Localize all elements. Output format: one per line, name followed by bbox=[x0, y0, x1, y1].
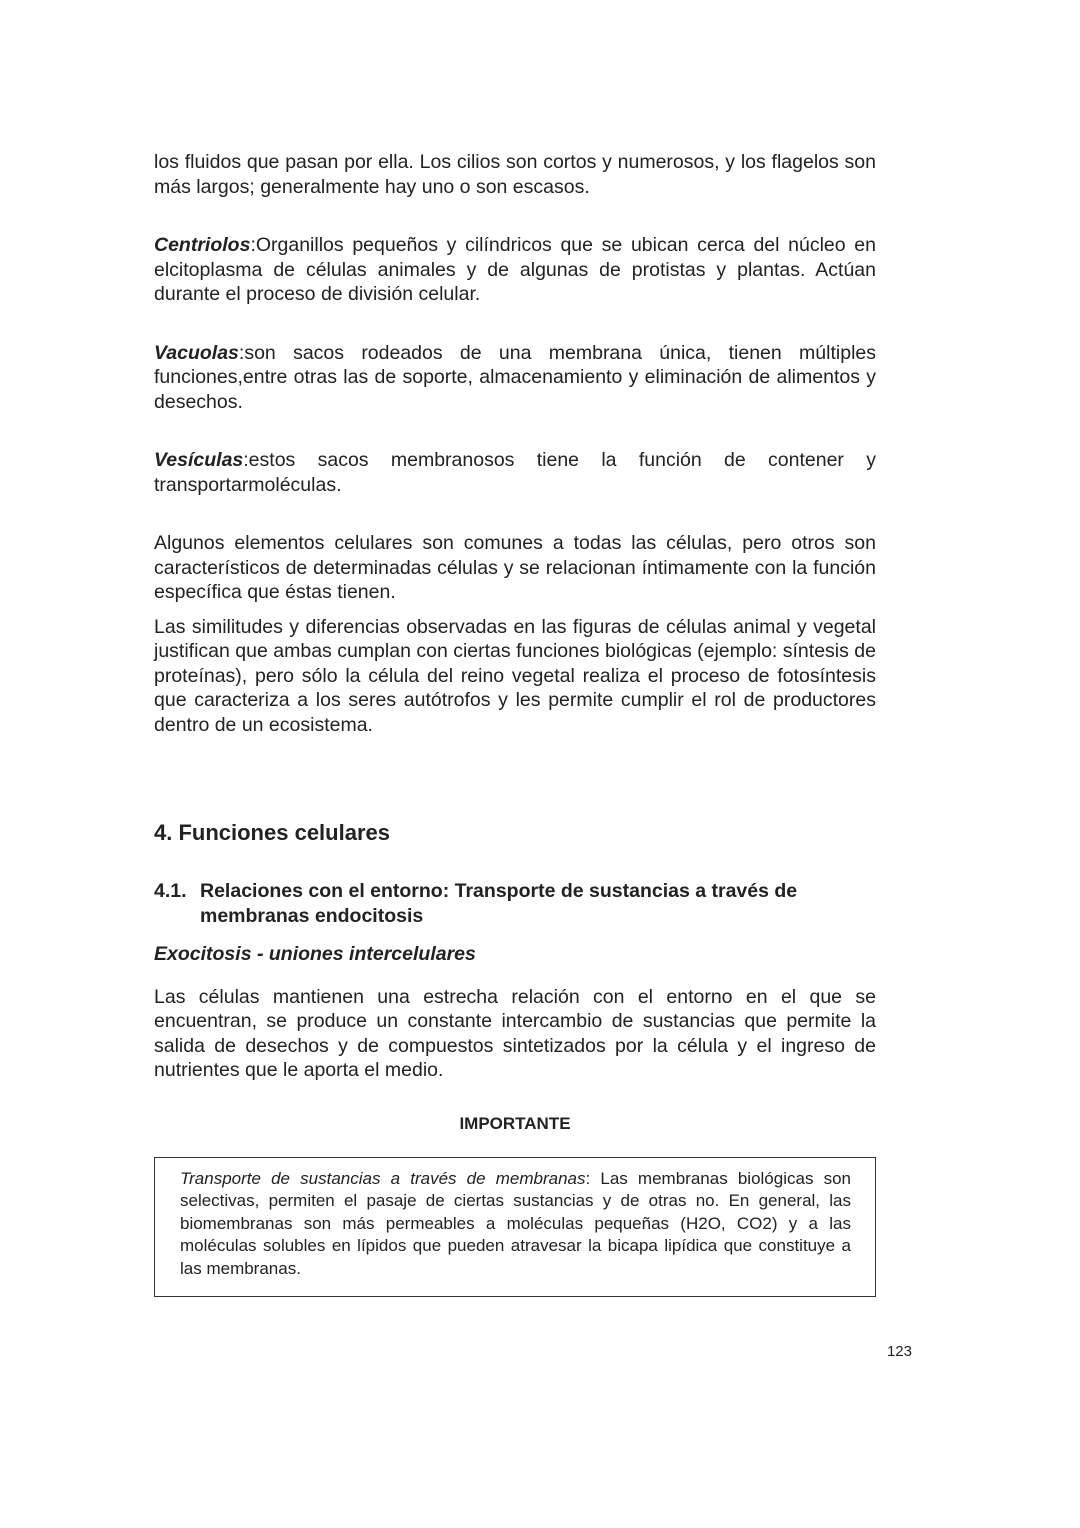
paragraph-elementos-celulares: Algunos elementos celulares son comunes a todas las células, pero otros son característicos de determinadas células y se relacionan íntimamente con la función específica que éstas tienen. bbox=[154, 532, 876, 603]
paragraph-similitudes: Las similitudes y diferencias observadas en las figuras de células animal y vegetal justifican que ambas cumplan con ciertas funciones biológicas (ejemplo: síntesis de proteínas), pero sólo la célula del reino vegetal realiza el proceso de fotosíntesis que caracteriza a los seres autótrofos y les permite cumplir el rol de productores dentro de un ecosistema. bbox=[154, 615, 876, 736]
section-heading: 4. Funciones celulares bbox=[154, 820, 390, 845]
page-number: 123 bbox=[886, 1343, 912, 1360]
important-box bbox=[154, 1157, 876, 1298]
term-vesiculas: Vesículas bbox=[154, 449, 244, 471]
important-lead: Transporte de sustancias a través de membranas bbox=[180, 1168, 586, 1188]
subsection-number: 4.1. bbox=[154, 880, 187, 902]
centriolos-definition: :Organillos pequeños y cilíndricos que se ubican cerca del núcleo en elcitoplasma de células animales y de algunas de protistas y plantas. Actúan durante el proceso de división celular. bbox=[154, 234, 876, 305]
paragraph-cilios-flagelos: los fluidos que pasan por ella. Los cilios son cortos y numerosos, y los flagelos son más largos; generalmente hay uno o son escasos. bbox=[154, 151, 876, 198]
paragraph-vacuolas bbox=[154, 341, 876, 415]
paragraph-relacion-entorno: Las células mantienen una estrecha relación con el entorno en el que se encuentran, se produce un constante intercambio de sustancias que permite la salida de desechos y de compuestos sintetizados por la célula y el ingreso de nutrientes que le aporta el medio. bbox=[154, 985, 876, 1081]
important-label: IMPORTANTE bbox=[459, 1113, 571, 1133]
subsubsection-heading: Exocitosis - uniones intercelulares bbox=[154, 943, 476, 965]
vesiculas-definition: :estos sacos membranosos tiene la función de contener y transportarmoléculas. bbox=[154, 449, 876, 496]
important-text bbox=[180, 1168, 851, 1281]
vacuolas-definition: :son sacos rodeados de una membrana única, tienen múltiples funciones,entre otras las de soporte, almacenamiento y eliminación de alimentos y desechos. bbox=[154, 341, 876, 413]
paragraph-vesiculas bbox=[154, 448, 876, 497]
important-body: : Las membranas biológicas son selectivas, permiten el pasaje de ciertas sustancias y de otras no. En general, las biomembranas son más permeables a moléculas pequeñas (H2O, CO2) y a las moléculas solubles en lípidos que pueden atravesar la bicapa lipídica que constituye a las membranas. bbox=[180, 1168, 852, 1278]
paragraph-centriolos bbox=[154, 233, 876, 307]
subsection-heading bbox=[154, 879, 876, 928]
term-centriolos: Centriolos bbox=[154, 234, 251, 256]
subsection-title: Relaciones con el entorno: Transporte de sustancias a través de membranas endocitosis bbox=[200, 880, 798, 927]
page-content bbox=[154, 150, 876, 1297]
term-vacuolas: Vacuolas bbox=[154, 341, 239, 364]
